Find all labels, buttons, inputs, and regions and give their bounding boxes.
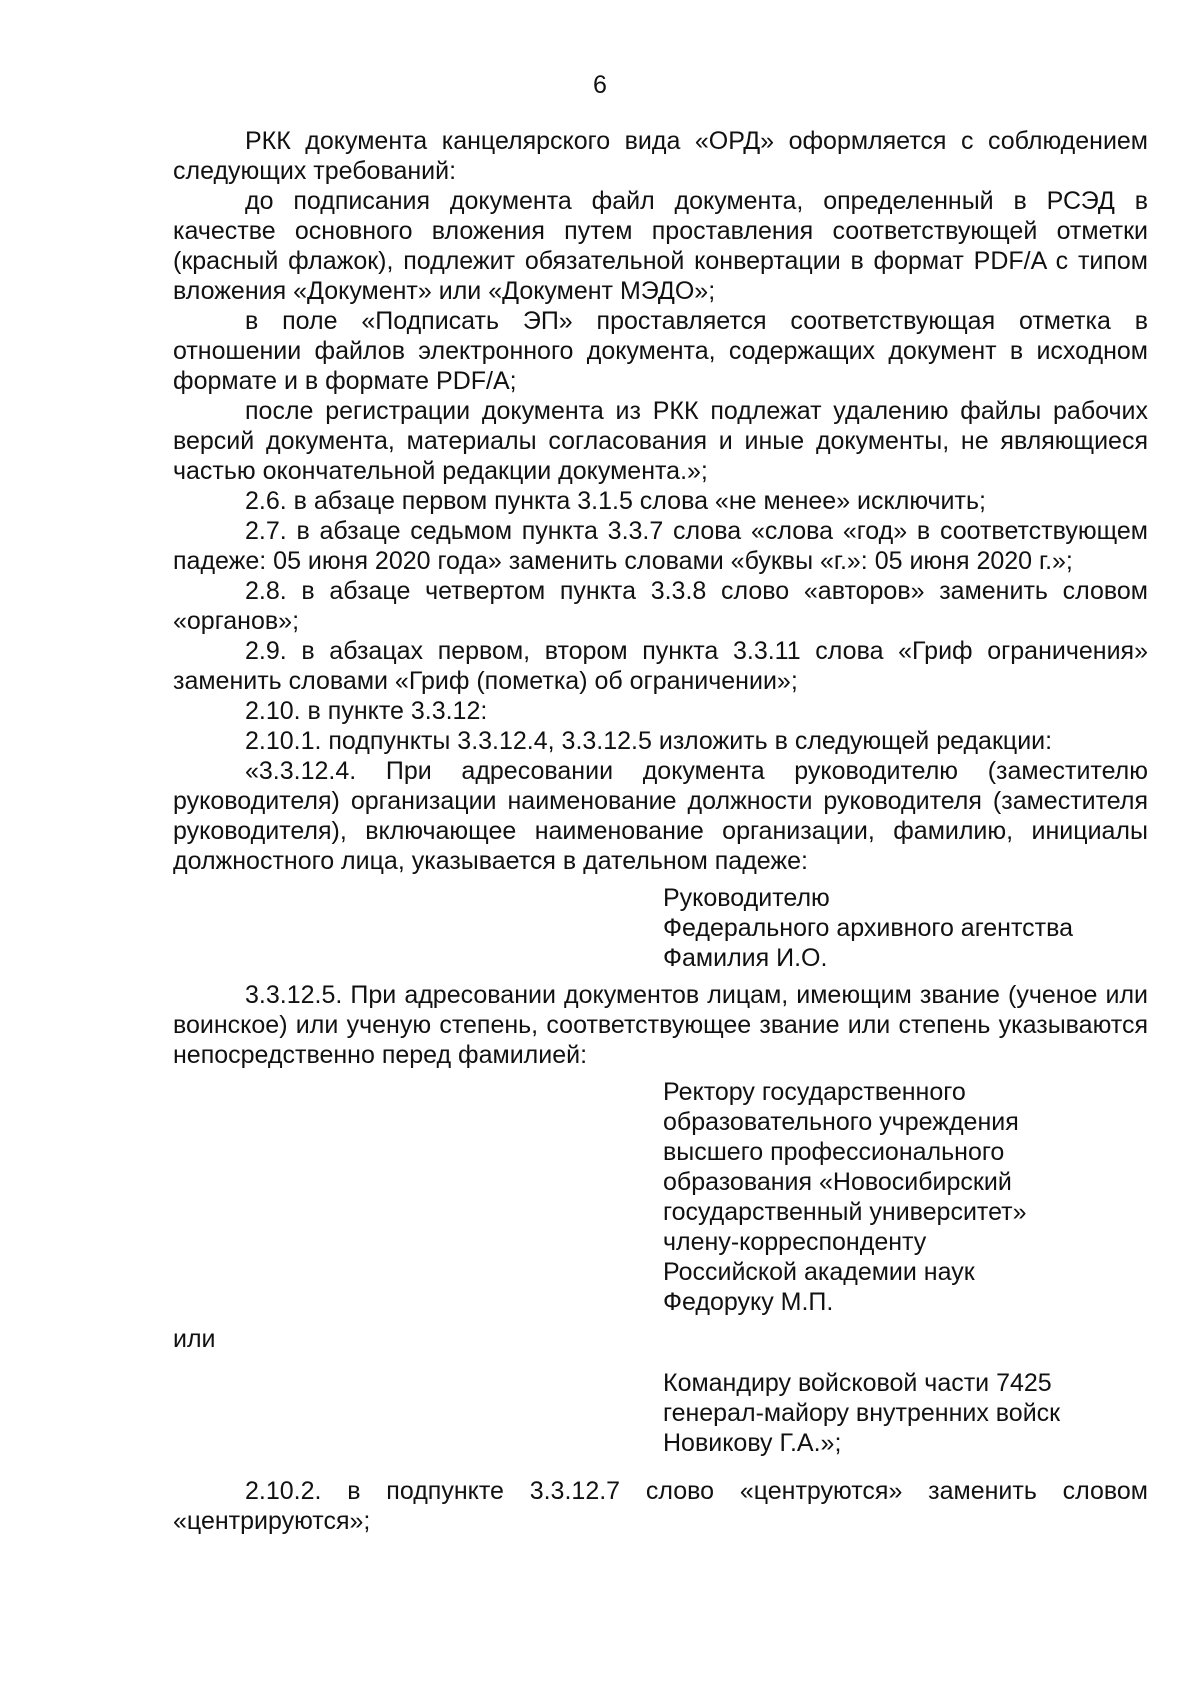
paragraph: РКК документа канцелярского вида «ОРД» оформляется с соблюдением следующих требований:	[173, 127, 1148, 185]
paragraph: 2.8. в абзаце четвертом пункта 3.3.8 слово «авторов» заменить словом «органов»;	[173, 577, 1148, 635]
address-line: Фамилия И.О.	[663, 944, 828, 972]
address-line: Ректору государственного	[663, 1078, 966, 1106]
paragraph: «3.3.12.4. При адресовании документа руководителю (заместителю руководителя) организации наименование должности руководителя (заместителя руководителя), включающее наименование организации, фамилию, инициалы должностного лица, указывается в дательном падеже:	[173, 757, 1148, 875]
address-line: государственный университет»	[663, 1198, 1027, 1226]
address-block-example-3	[663, 1368, 1148, 1458]
paragraph: 2.6. в абзаце первом пункта 3.1.5 слова «не менее» исключить;	[245, 487, 986, 515]
paragraph: 2.10.2. в подпункте 3.3.12.7 слово «центруются» заменить словом «центрируются»;	[173, 1477, 1148, 1535]
address-line: Новикову Г.А.»;	[663, 1429, 842, 1457]
address-line: образовательного учреждения	[663, 1108, 1019, 1136]
address-line: Федерального архивного агентства	[663, 914, 1074, 942]
address-block-example-2	[663, 1077, 1148, 1317]
address-line: Руководителю	[663, 884, 830, 912]
address-line: Командиру войсковой части 7425	[663, 1369, 1052, 1397]
address-line: Федоруку М.П.	[663, 1288, 834, 1316]
address-line: высшего профессионального	[663, 1138, 1005, 1166]
paragraph: 2.7. в абзаце седьмом пункта 3.3.7 слова «слова «год» в соответствующем падеже: 05 июня 2020 года» заменить словами «буквы «г.»: 05 июня 2020 г.»;	[173, 517, 1148, 575]
address-line: генерал-майору внутренних войск	[663, 1399, 1061, 1427]
paragraph: 2.9. в абзацах первом, втором пункта 3.3.11 слова «Гриф ограничения» заменить словами «Гриф (пометка) об ограничении»;	[173, 637, 1148, 695]
paragraph: 2.10.1. подпункты 3.3.12.4, 3.3.12.5 изложить в следующей редакции:	[245, 727, 1053, 755]
paragraph: в поле «Подписать ЭП» проставляется соответствующая отметка в отношении файлов электронного документа, содержащих документ в исходном формате и в формате PDF/A;	[173, 307, 1148, 395]
page-number: 6	[593, 71, 607, 99]
address-line: члену-корреспонденту	[663, 1228, 927, 1256]
paragraph: 3.3.12.5. При адресовании документов лицам, имеющим звание (ученое или воинское) или ученую степень, соответствующее звание или степень указываются непосредственно перед фамилией:	[173, 981, 1148, 1069]
document-body	[173, 126, 1148, 1536]
paragraph: после регистрации документа из РКК подлежат удалению файлы рабочих версий документа, материалы согласования и иные документы, не являющиеся частью окончательной редакции документа.»;	[173, 397, 1148, 485]
or-separator: или	[173, 1325, 216, 1353]
paragraph: 2.10. в пункте 3.3.12:	[245, 697, 488, 725]
address-block-example-1	[663, 883, 1148, 973]
paragraph: до подписания документа файл документа, определенный в РСЭД в качестве основного вложения путем проставления соответствующей отметки (красный флажок), подлежит обязательной конвертации в формат PDF/A с типом вложения «Документ» или «Документ МЭДО»;	[173, 187, 1148, 305]
address-line: образования «Новосибирский	[663, 1168, 1012, 1196]
address-line: Российской академии наук	[663, 1258, 975, 1286]
